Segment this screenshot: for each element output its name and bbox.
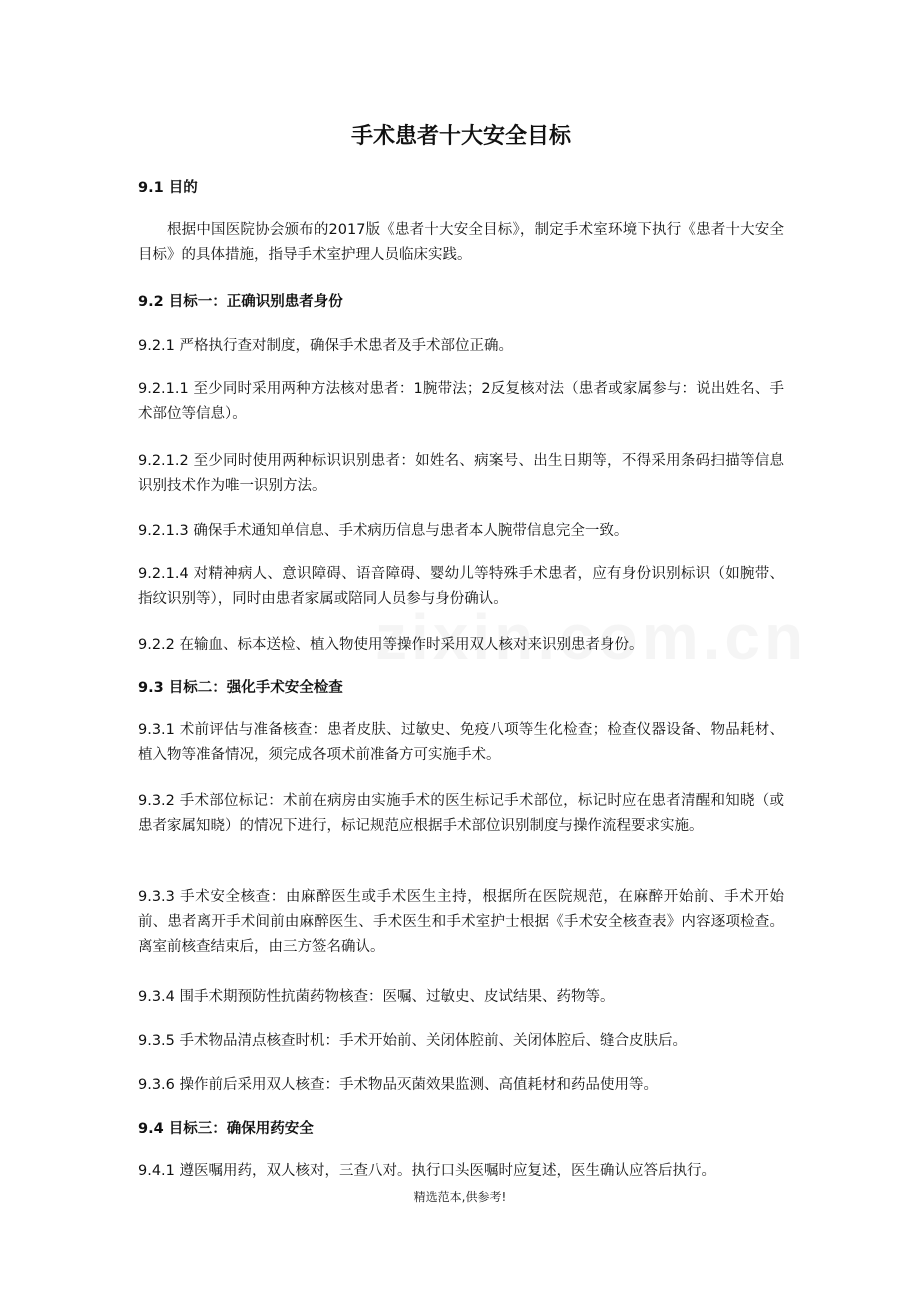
page-footer: 精选范本,供参考!	[413, 1190, 507, 1204]
paragraph-9-2-1-4: 9.2.1.4 对精神病人、意识障碍、语音障碍、婴幼儿等特殊手术患者，应有身份识别标识（如腕带、指纹识别等），同时由患者家属或陪同人员参与身份确认。	[138, 566, 784, 607]
paragraph-9-3-4: 9.3.4 围手术期预防性抗菌药物核查：医嘱、过敏史、皮试结果、药物等。	[138, 989, 615, 1005]
paragraph-9-2-2: 9.2.2 在输血、标本送检、植入物使用等操作时采用双人核对来识别患者身份。	[138, 637, 644, 653]
paragraph-9-3-2: 9.3.2 手术部位标记：术前在病房由实施手术的医生标记手术部位，标记时应在患者清醒和知晓（或患者家属知晓）的情况下进行，标记规范应根据手术部位识别制度与操作流程要求实施。	[138, 793, 784, 834]
paragraph-purpose: 根据中国医院协会颁布的2017版《患者十大安全目标》，制定手术室环境下执行《患者十大安全目标》的具体措施，指导手术室护理人员临床实践。	[138, 222, 784, 263]
heading-9-3: 9.3 目标二：强化手术安全检查	[138, 680, 343, 696]
paragraph-9-2-1-1: 9.2.1.1 至少同时采用两种方法核对患者：1腕带法；2反复核对法（患者或家属参与：说出姓名、手术部位等信息）。	[138, 381, 784, 422]
heading-9-4: 9.4 目标三：确保用药安全	[138, 1121, 314, 1137]
paragraph-9-2-1-2: 9.2.1.2 至少同时使用两种标识识别患者：如姓名、病案号、出生日期等，不得采用条码扫描等信息识别技术作为唯一识别方法。	[138, 453, 784, 494]
paragraph-9-2-1: 9.2.1 严格执行查对制度，确保手术患者及手术部位正确。	[138, 338, 514, 354]
paragraph-9-2-1-3: 9.2.1.3 确保手术通知单信息、手术病历信息与患者本人腕带信息完全一致。	[138, 523, 629, 539]
paragraph-9-4-1: 9.4.1 遵医嘱用药，双人核对，三查八对。执行口头医嘱时应复述，医生确认应答后执行。	[138, 1163, 716, 1179]
paragraph-9-3-3: 9.3.3 手术安全核查：由麻醉医生或手术医生主持，根据所在医院规范，在麻醉开始前、手术开始前、患者离开手术间前由麻醉医生、手术医生和手术室护士根据《手术安全核查表》内容逐项检查。离室前核查结束后，由三方签名确认。	[138, 889, 784, 955]
document-title: 手术患者十大安全目标	[350, 124, 571, 149]
heading-9-1: 9.1 目的	[138, 180, 198, 196]
paragraph-9-3-5: 9.3.5 手术物品清点核查时机：手术开始前、关闭体腔前、关闭体腔后、缝合皮肤后。	[138, 1033, 688, 1049]
paragraph-9-3-1: 9.3.1 术前评估与准备核查：患者皮肤、过敏史、免疫八项等生化检查；检查仪器设备、物品耗材、植入物等准备情况，须完成各项术前准备方可实施手术。	[138, 722, 784, 763]
heading-9-2: 9.2 目标一：正确识别患者身份	[138, 294, 343, 310]
paragraph-9-3-6: 9.3.6 操作前后采用双人核查：手术物品灭菌效果监测、高值耗材和药品使用等。	[138, 1077, 659, 1093]
